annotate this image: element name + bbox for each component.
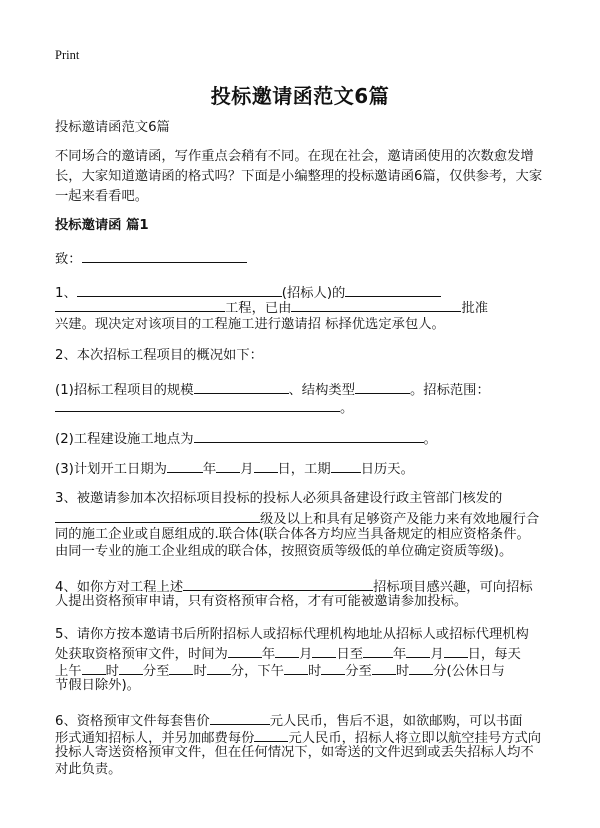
blank bbox=[228, 642, 262, 658]
to-label: 致： bbox=[55, 252, 82, 267]
p1-text: 工程，已由 bbox=[225, 301, 292, 316]
blank bbox=[207, 659, 231, 675]
item-text: (3)计划开工日期为 bbox=[55, 462, 167, 477]
p1-number: 1、 bbox=[55, 286, 77, 301]
page-title: 投标邀请函范文6篇 bbox=[210, 84, 390, 108]
p5-text: 年 bbox=[393, 647, 407, 662]
item-text: 年 bbox=[202, 462, 217, 477]
p5-text: 分(公休日与 bbox=[433, 664, 505, 679]
intro-paragraph: 不同场合的邀请函，写作重点会稍有不同。在现在社会，邀请函使用的次数愈发增长，大家知道邀请函的格式吗？下面是小编整理的投标邀请函6篇，仅供参考，大家一起来看看吧。 bbox=[55, 149, 543, 204]
p5-text: 时 bbox=[307, 664, 322, 679]
paragraph-5-line-4: 节假日除外)。 bbox=[55, 678, 140, 693]
blank bbox=[194, 427, 424, 443]
item-text: (1)招标工程项目的规模 bbox=[55, 383, 194, 398]
paragraph-2: 2、本次招标工程项目的概况如下： bbox=[55, 348, 263, 363]
p4-text: 招标项目感兴趣，可向招标 bbox=[373, 580, 533, 595]
p5-text: 时 bbox=[193, 664, 207, 679]
paragraph-4-line-2: 人提出资格预审申请，只有资格预审合格，才有可能被邀请参加投标。 bbox=[55, 594, 468, 609]
blank bbox=[363, 642, 393, 658]
p1-text: (招标人)的 bbox=[281, 286, 346, 301]
paragraph-5-line-1: 5、请你方按本邀请书后所附招标人或招标代理机构地址从招标人或招标代理机构 bbox=[55, 627, 529, 642]
blank bbox=[55, 507, 260, 523]
p5-text: 日至 bbox=[336, 647, 364, 662]
blank bbox=[254, 726, 288, 742]
p6-text: 元人民币，售后不退，如欲邮购，可以书面 bbox=[269, 714, 523, 729]
blank bbox=[82, 659, 106, 675]
section-heading: 投标邀请函 篇1 bbox=[55, 218, 149, 233]
blank bbox=[183, 575, 373, 591]
item-text: 。 bbox=[423, 432, 437, 447]
recipient-blank bbox=[82, 247, 247, 263]
p3-text: 级及以上和具有足够资产及能力来有效地履行合 bbox=[260, 512, 540, 527]
p4-text: 4、如你方对工程上述 bbox=[55, 580, 184, 595]
item-2-1-line-2 bbox=[55, 396, 550, 419]
blank bbox=[77, 281, 282, 297]
blank bbox=[284, 659, 308, 675]
item-2-2 bbox=[55, 427, 550, 450]
blank bbox=[312, 642, 336, 658]
subtitle: 投标邀请函范文6篇 bbox=[55, 120, 170, 135]
paragraph-3-line-4: 由同一专业的施工企业组成的联合体，按照资质等级低的单位确定资质等级)。 bbox=[55, 544, 513, 559]
item-text: 日，工期 bbox=[277, 462, 331, 477]
p5-text: 处获取资格预审文件，时间为 bbox=[55, 647, 228, 662]
blank bbox=[254, 457, 278, 473]
item-text: 。 bbox=[340, 401, 354, 416]
item-text: (2)工程建设施工地点为 bbox=[55, 432, 194, 447]
blank bbox=[216, 457, 240, 473]
paragraph-6-line-3: 投标人寄送资格预审文件，但在任何情况下，如寄送的文件迟到或丢失招标人均不 bbox=[55, 745, 534, 760]
blank bbox=[55, 296, 225, 312]
p6-text: 元人民币，招标人将立即以航空挂号方式向 bbox=[288, 731, 542, 746]
blank bbox=[345, 281, 441, 297]
blank bbox=[275, 642, 299, 658]
blank bbox=[406, 642, 430, 658]
blank bbox=[167, 457, 203, 473]
p5-text: 时 bbox=[395, 664, 410, 679]
item-2-3 bbox=[55, 457, 550, 480]
item-text: 。招标范围： bbox=[410, 383, 490, 398]
item-text: 、结构类型 bbox=[288, 383, 355, 398]
p5-text: 分至 bbox=[345, 664, 372, 679]
p5-text: 月 bbox=[299, 647, 313, 662]
paragraph-1-line-3: 兴建。现决定对该项目的工程施工进行邀请招 标择优选定承包人。 bbox=[55, 317, 445, 332]
p6-text: 形式通知招标人，并另加邮费每份 bbox=[55, 731, 255, 746]
p5-text: 年 bbox=[261, 647, 276, 662]
p5-text: 时 bbox=[105, 664, 119, 679]
salutation-line bbox=[55, 247, 550, 270]
p5-text: 上午 bbox=[55, 664, 82, 679]
blank bbox=[210, 709, 270, 725]
blank bbox=[331, 457, 361, 473]
blank bbox=[194, 378, 289, 394]
blank bbox=[409, 659, 433, 675]
item-text: 月 bbox=[240, 462, 254, 477]
blank bbox=[169, 659, 193, 675]
blank bbox=[355, 378, 410, 394]
p6-text: 6、资格预审文件每套售价 bbox=[55, 714, 210, 729]
blank bbox=[55, 396, 340, 412]
p5-text: 月 bbox=[430, 647, 444, 662]
blank bbox=[291, 296, 461, 312]
p5-text: 分至 bbox=[142, 664, 170, 679]
p5-text: 日，每天 bbox=[467, 647, 521, 662]
paragraph-3-line-3: 同的施工企业或自愿组成的.联合体(联合体各方均应当具备规定的相应资格条件。 bbox=[55, 527, 530, 542]
blank bbox=[444, 642, 468, 658]
p1-text: 批准 bbox=[461, 301, 489, 316]
paragraph-3-line-1: 3、被邀请参加本次招标项目投标的投标人必须具备建设行政主管部门核发的 bbox=[55, 491, 503, 506]
paragraph-6-line-4: 对此负责。 bbox=[55, 762, 122, 777]
blank bbox=[321, 659, 345, 675]
p5-text: 分，下午 bbox=[230, 664, 284, 679]
blank bbox=[372, 659, 396, 675]
blank bbox=[119, 659, 143, 675]
print-label: Print bbox=[55, 48, 80, 62]
item-text: 日历天。 bbox=[360, 462, 414, 477]
